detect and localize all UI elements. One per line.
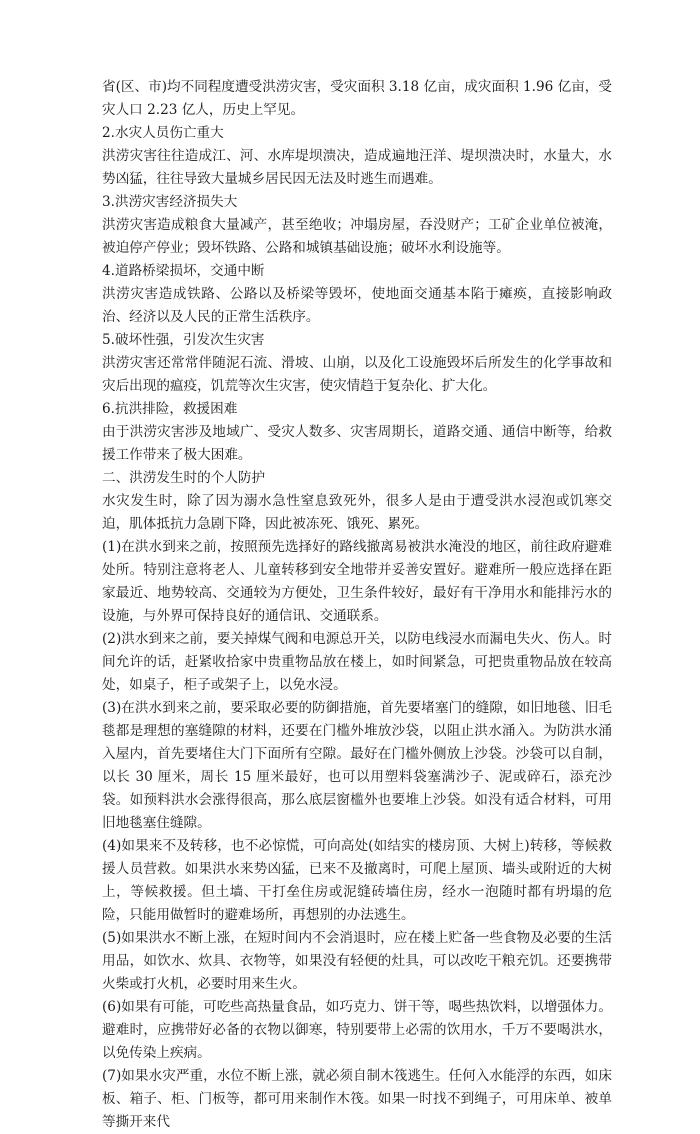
paragraph: (3)在洪水到来之前，要采取必要的防御措施，首先要堵塞门的缝隙，如旧地毯、旧毛毯都是理想的塞缝隙的材料，还要在门槛外堆放沙袋，以阻止洪水涌入。为防洪水涌入屋内，首先要堵住大门下面所有空隙。最好在门槛外侧放上沙袋。沙袋可以自制，以长 30 厘米，周长 15 厘米最好，也可以用塑料袋塞满沙子、泥或碎石，添充沙袋。如预料洪水会涨得很高，那么底层窗槛外也要堆上沙袋。如没有适合材料，可用旧地毯塞住缝隙。 bbox=[102, 700, 612, 831]
paragraph: (5)如果洪水不断上涨，在短时间内不会消退时，应在楼上贮备一些食物及必要的生活用品，如饮水、炊具、衣物等，如果没有轻便的灶具，可以改吃干粮充饥。还要携带火柴或打火机，必要时用来生火。 bbox=[102, 930, 612, 992]
paragraph: (4)如果来不及转移，也不必惊慌，可向高处(如结实的楼房顶、大树上)转移，等候救援人员营救。如果洪水来势凶猛，已来不及撤离时，可爬上屋顶、墙头或附近的大树上，等候救援。但土墙、干打垒住房或泥缝砖墙住房，经水一泡随时都有坍塌的危险，只能用做暂时的避难场所，再想别的办法逃生。 bbox=[102, 838, 612, 923]
section-heading: 4.道路桥梁损坏，交通中断 bbox=[102, 263, 265, 279]
section-heading: 2.水灾人员伤亡重大 bbox=[102, 125, 224, 141]
paragraph: 省(区、市)均不同程度遭受洪涝灾害，受灾面积 3.18 亿亩，成灾面积 1.96 亿亩，受灾人口 2.23 亿人，历史上罕见。 bbox=[102, 79, 612, 118]
paragraph: (1)在洪水到来之前，按照预先选择好的路线撤离易被洪水淹没的地区，前往政府避难处所。特别注意将老人、儿童转移到安全地带并妥善安置好。避难所一般应选择在距家最近、地势较高、交通较为方便处，卫生条件较好，最好有干净用水和能排污水的设施，与外界可保持良好的通信讯、交通联系。 bbox=[102, 539, 612, 624]
paragraph: (6)如果有可能，可吃些高热量食品，如巧克力、饼干等，喝些热饮料，以增强体力。避难时，应携带好必备的衣物以御寒，特别要带上必需的饮用水，千万不要喝洪水，以免传染上疾病。 bbox=[102, 999, 612, 1061]
paragraph: (7)如果水灾严重，水位不断上涨，就必须自制木筏逃生。任何入水能浮的东西，如床板、箱子、柜、门板等，都可用来制作木筏。如果一时找不到绳子，可用床单、被单等撕开来代 bbox=[102, 1068, 612, 1130]
paragraph: 洪涝灾害往往造成江、河、水库堤坝溃决，造成遍地汪洋、堤坝溃决时，水量大，水势凶猛，往往导致大量城乡居民因无法及时逃生而遇难。 bbox=[102, 148, 612, 187]
paragraph: (2)洪水到来之前，要关掉煤气阀和电源总开关，以防电线浸水而漏电失火、伤人。时间允许的话，赶紧收拾家中贵重物品放在楼上，如时间紧急，可把贵重物品放在较高处，如桌子，柜子或架子上，以免水浸。 bbox=[102, 631, 612, 693]
section-heading: 5.破坏性强，引发次生灾害 bbox=[102, 332, 265, 348]
section-heading: 二、洪涝发生时的个人防护 bbox=[102, 470, 266, 486]
paragraph: 洪涝灾害造成铁路、公路以及桥梁等毁坏，使地面交通基本陷于瘫痪，直接影响政治、经济以及人民的正常生活秩序。 bbox=[102, 286, 612, 325]
section-heading: 6.抗洪排险，救援困难 bbox=[102, 401, 238, 417]
section-heading: 3.洪涝灾害经济损失大 bbox=[102, 194, 238, 210]
paragraph: 洪涝灾害造成粮食大量减产，甚至绝收；冲塌房屋，吞没财产；工矿企业单位被淹，被迫停产停业；毁坏铁路、公路和城镇基础设施；破坏水利设施等。 bbox=[102, 217, 612, 256]
paragraph: 水灾发生时，除了因为溺水急性窒息致死外，很多人是由于遭受洪水浸泡或饥寒交迫，肌体抵抗力急剧下降，因此被冻死、饿死、累死。 bbox=[102, 493, 612, 532]
paragraph: 由于洪涝灾害涉及地域广、受灾人数多、灾害周期长，道路交通、通信中断等，给救援工作带来了极大困难。 bbox=[102, 424, 612, 463]
paragraph: 洪涝灾害还常常伴随泥石流、滑坡、山崩，以及化工设施毁坏后所发生的化学事故和灾后出现的瘟疫，饥荒等次生灾害，使灾情趋于复杂化、扩大化。 bbox=[102, 355, 612, 394]
